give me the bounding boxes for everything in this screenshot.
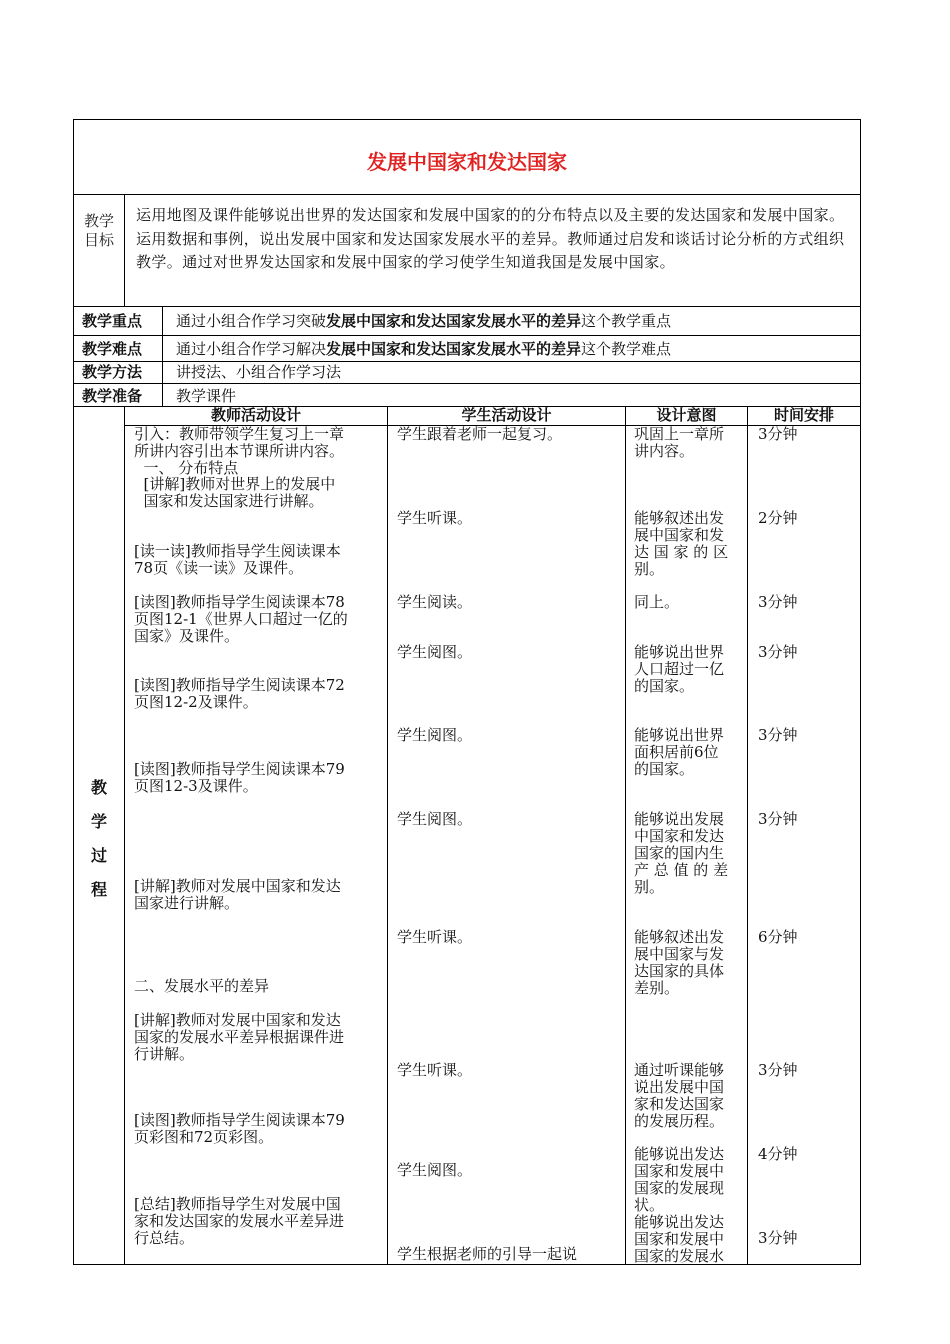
difficulty-label: 教学难点 (82, 340, 143, 358)
design-intent: 能够说出发达 国家和发展中 国家的发展现 状。 (634, 1145, 725, 1214)
design-intent: 能够叙述出发 展中国家和发 达 国 家 的 区 别。 (634, 509, 729, 578)
teacher-activity: 引入：教师带领学生复习上一章 所讲内容引出本节课所讲内容。 (134, 425, 345, 460)
student-activity: 学生听课。 (397, 928, 473, 946)
divider (73, 306, 861, 307)
table-border-bottom (73, 1264, 861, 1265)
objectives-label-text: 教学目标 (84, 212, 115, 249)
time-allocation: 3分钟 (758, 425, 798, 443)
student-activity: 学生阅图。 (397, 643, 473, 661)
teacher-activity: [总结]教师指导学生对发展中国 家和发达国家的发展水平差异进 行总结。 (134, 1195, 345, 1247)
key-point-bold: 发展中国家和发达国家发展水平的差异 (326, 312, 582, 330)
student-activity: 学生跟着老师一起复习。 (397, 425, 563, 443)
divider (73, 335, 861, 336)
teacher-activity: [讲解]教师对发展中国家和发达 国家的发展水平差异根据课件进 行讲解。 (134, 1011, 345, 1063)
student-activity: 学生根据老师的引导一起说 (397, 1245, 578, 1263)
process-label-char: 学 (90, 812, 107, 831)
design-intent: 能够说出发展 中国家和发达 国家的国内生 产 总 值 的 差 别。 (634, 810, 729, 896)
key-point-prefix: 通过小组合作学习突破 (176, 312, 327, 330)
teacher-activity: [读图]教师指导学生阅读课本79 页彩图和72页彩图。 (134, 1111, 345, 1146)
teacher-activity: 二、发展水平的差异 (134, 977, 270, 995)
preparation-label: 教学准备 (82, 387, 143, 405)
key-point-label: 教学重点 (82, 312, 143, 330)
design-intent: 能够叙述出发 展中国家与发 达国家的具体 差别。 (634, 928, 725, 997)
method-text: 讲授法、小组合作学习法 (176, 363, 342, 381)
divider (747, 406, 748, 1265)
divider (73, 361, 861, 362)
objectives-label (84, 212, 114, 250)
divider (124, 406, 125, 1265)
time-allocation: 4分钟 (758, 1145, 798, 1163)
table-border-right (860, 119, 861, 1265)
design-intent: 同上。 (634, 593, 680, 611)
student-activity: 学生听课。 (397, 1061, 473, 1079)
design-intent: 巩固上一章所 讲内容。 (634, 425, 725, 460)
divider (73, 194, 861, 195)
teacher-activity: [讲解]教师对发展中国家和发达 国家进行讲解。 (134, 877, 341, 912)
difficulty-bold: 发展中国家和发达国家发展水平的差异 (326, 340, 582, 358)
teacher-activity: [读图]教师指导学生阅读课本79 页图12-3及课件。 (134, 760, 345, 795)
key-point-text (176, 313, 671, 330)
table-border-left (73, 119, 74, 1265)
time-allocation: 3分钟 (758, 1061, 798, 1079)
student-activity: 学生阅图。 (397, 1161, 473, 1179)
time-allocation: 3分钟 (758, 643, 798, 661)
difficulty-text (176, 341, 671, 358)
header-teacher: 教师活动设计 (210, 406, 301, 424)
process-label-char: 程 (90, 880, 107, 899)
teacher-activity: [读一读]教师指导学生阅读课本 78页《读一读》及课件。 (134, 542, 341, 577)
time-allocation: 3分钟 (758, 593, 798, 611)
table-border-top (73, 119, 861, 120)
time-allocation: 2分钟 (758, 509, 798, 527)
teacher-activity: 一、 分布特点 (134, 459, 239, 477)
teacher-activity: [讲解]教师对世界上的发展中 国家和发达国家进行讲解。 (143, 475, 336, 510)
page-title: 发展中国家和发达国家 (367, 150, 567, 174)
time-allocation: 3分钟 (758, 810, 798, 828)
header-intent: 设计意图 (656, 406, 717, 424)
method-label: 教学方法 (82, 363, 143, 381)
divider (387, 406, 388, 1265)
process-label-char: 过 (90, 846, 107, 865)
key-point-suffix: 这个教学重点 (581, 312, 672, 330)
difficulty-prefix: 通过小组合作学习解决 (176, 340, 327, 358)
student-activity: 学生听课。 (397, 509, 473, 527)
divider (625, 406, 626, 1265)
divider (162, 306, 163, 406)
design-intent: 能够说出世界 面积居前6位 的国家。 (634, 726, 725, 778)
student-activity: 学生阅图。 (397, 810, 473, 828)
design-intent: 能够说出发达 国家和发展中 国家的发展水 (634, 1213, 725, 1265)
design-intent: 通过听课能够 说出发展中国 家和发达国家 的发展历程。 (634, 1061, 725, 1130)
time-allocation: 6分钟 (758, 928, 798, 946)
preparation-text: 教学课件 (176, 387, 237, 405)
time-allocation: 3分钟 (758, 726, 798, 744)
header-time: 时间安排 (773, 406, 834, 424)
difficulty-suffix: 这个教学难点 (581, 340, 672, 358)
header-student: 学生活动设计 (461, 406, 552, 424)
process-label-char: 教 (90, 778, 107, 797)
teacher-activity: [读图]教师指导学生阅读课本72 页图12-2及课件。 (134, 676, 345, 711)
objectives-text: 运用地图及课件能够说出世界的发达国家和发展中国家的的分布特点以及主要的发达国家和发展中国家。运用数据和事例，说出发展中国家和发达国家发展水平的差异。教师通过启发和谈话讨论分析的方式组织教学。通过对世界发达国家和发展中国家的学习使学生知道我国是发展中国家。 (136, 206, 845, 271)
divider (124, 194, 125, 306)
student-activity: 学生阅读。 (397, 593, 473, 611)
design-intent: 能够说出世界 人口超过一亿 的国家。 (634, 643, 725, 695)
time-allocation: 3分钟 (758, 1229, 798, 1247)
divider (73, 383, 861, 384)
teacher-activity: [读图]教师指导学生阅读课本78 页图12-1《世界人口超过一亿的 国家》及课件。 (134, 593, 348, 645)
student-activity: 学生阅图。 (397, 726, 473, 744)
